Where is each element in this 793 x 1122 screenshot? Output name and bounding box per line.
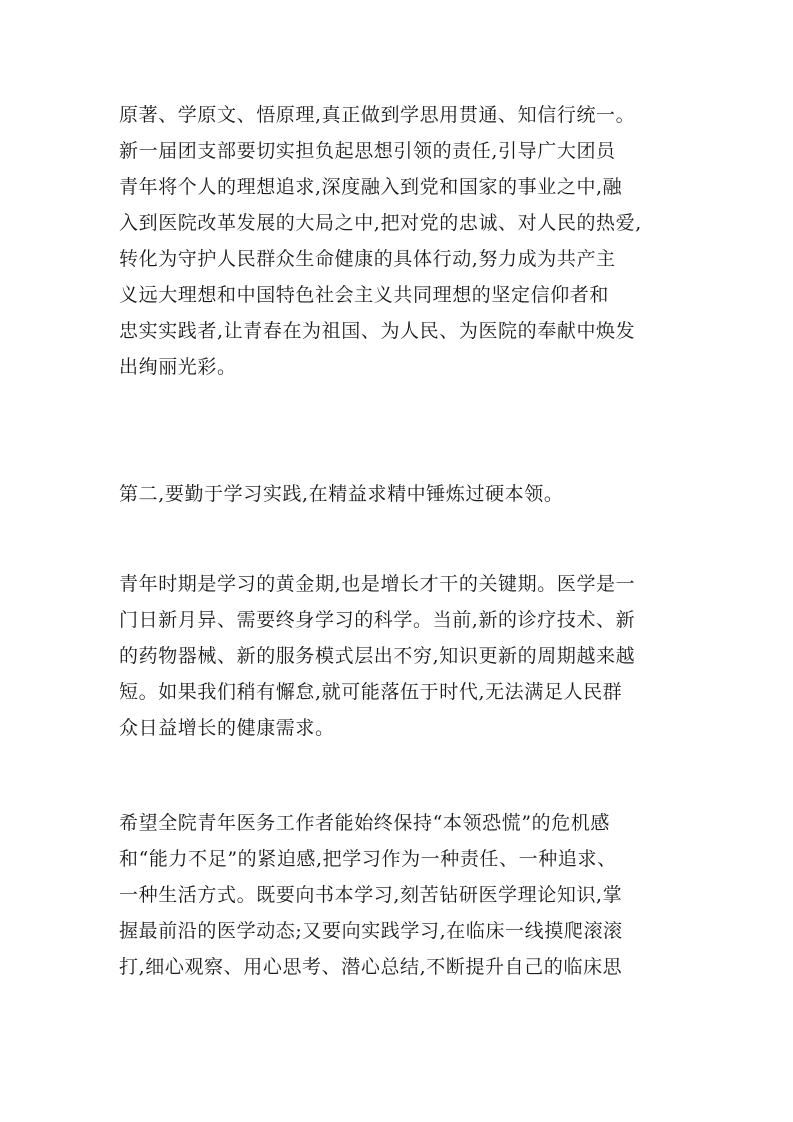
paragraph-learning-urgency bbox=[119, 805, 679, 985]
text-line: 的药物器械、新的服务模式层出不穷,知识更新的周期越来越 bbox=[119, 645, 636, 667]
text-line: 青年时期是学习的黄金期,也是增长才干的关键期。医学是一 bbox=[119, 573, 636, 595]
text-line: 义远大理想和中国特色社会主义共同理想的坚定信仰者和 bbox=[119, 284, 610, 306]
text-line: 一种生活方式。既要向书本学习,刻苦钻研医学理论知识,掌 bbox=[119, 884, 623, 906]
text-line: 握最前沿的医学动态;又要向实践学习,在临床一线摸爬滚滚 bbox=[119, 920, 623, 942]
text-line: 希望全院青年医务工作者能始终保持“本领恐慌”的危机感 bbox=[119, 812, 611, 834]
text-line: 短。如果我们稍有懈怠,就可能落伍于时代,无法满足人民群 bbox=[119, 681, 623, 703]
text-line: 忠实实践者,让青春在为祖国、为人民、为医院的奉献中焕发 bbox=[119, 320, 636, 342]
text-line: 出绚丽光彩。 bbox=[119, 356, 237, 378]
text-line: 青年将个人的理想追求,深度融入到党和国家的事业之中,融 bbox=[119, 176, 623, 198]
text-line: 新一届团支部要切实担负起思想引领的责任,引导广大团员 bbox=[119, 140, 616, 162]
text-line: 转化为守护人民群众生命健康的具体行动,努力成为共产主 bbox=[119, 248, 616, 270]
heading-line: 第二,要勤于学习实践,在精益求精中锤炼过硬本领。 bbox=[119, 483, 564, 505]
text-line: 打,细心观察、用心思考、潜心总结,不断提升自己的临床思 bbox=[119, 956, 623, 978]
text-line: 和“能力不足”的紧迫感,把学习作为一种责任、一种追求、 bbox=[119, 848, 617, 870]
paragraph-ideological-guidance bbox=[119, 97, 679, 385]
text-line: 原著、学原文、悟原理,真正做到学思用贯通、知信行统一。 bbox=[119, 104, 636, 126]
section-heading-second-point bbox=[119, 476, 679, 512]
paragraph-youth-learning bbox=[119, 566, 679, 746]
text-line: 门日新月异、需要终身学习的科学。当前,新的诊疗技术、新 bbox=[119, 609, 636, 631]
text-line: 入到医院改革发展的大局之中,把对党的忠诚、对人民的热爱, bbox=[119, 212, 642, 234]
text-line: 众日益增长的健康需求。 bbox=[119, 717, 335, 739]
